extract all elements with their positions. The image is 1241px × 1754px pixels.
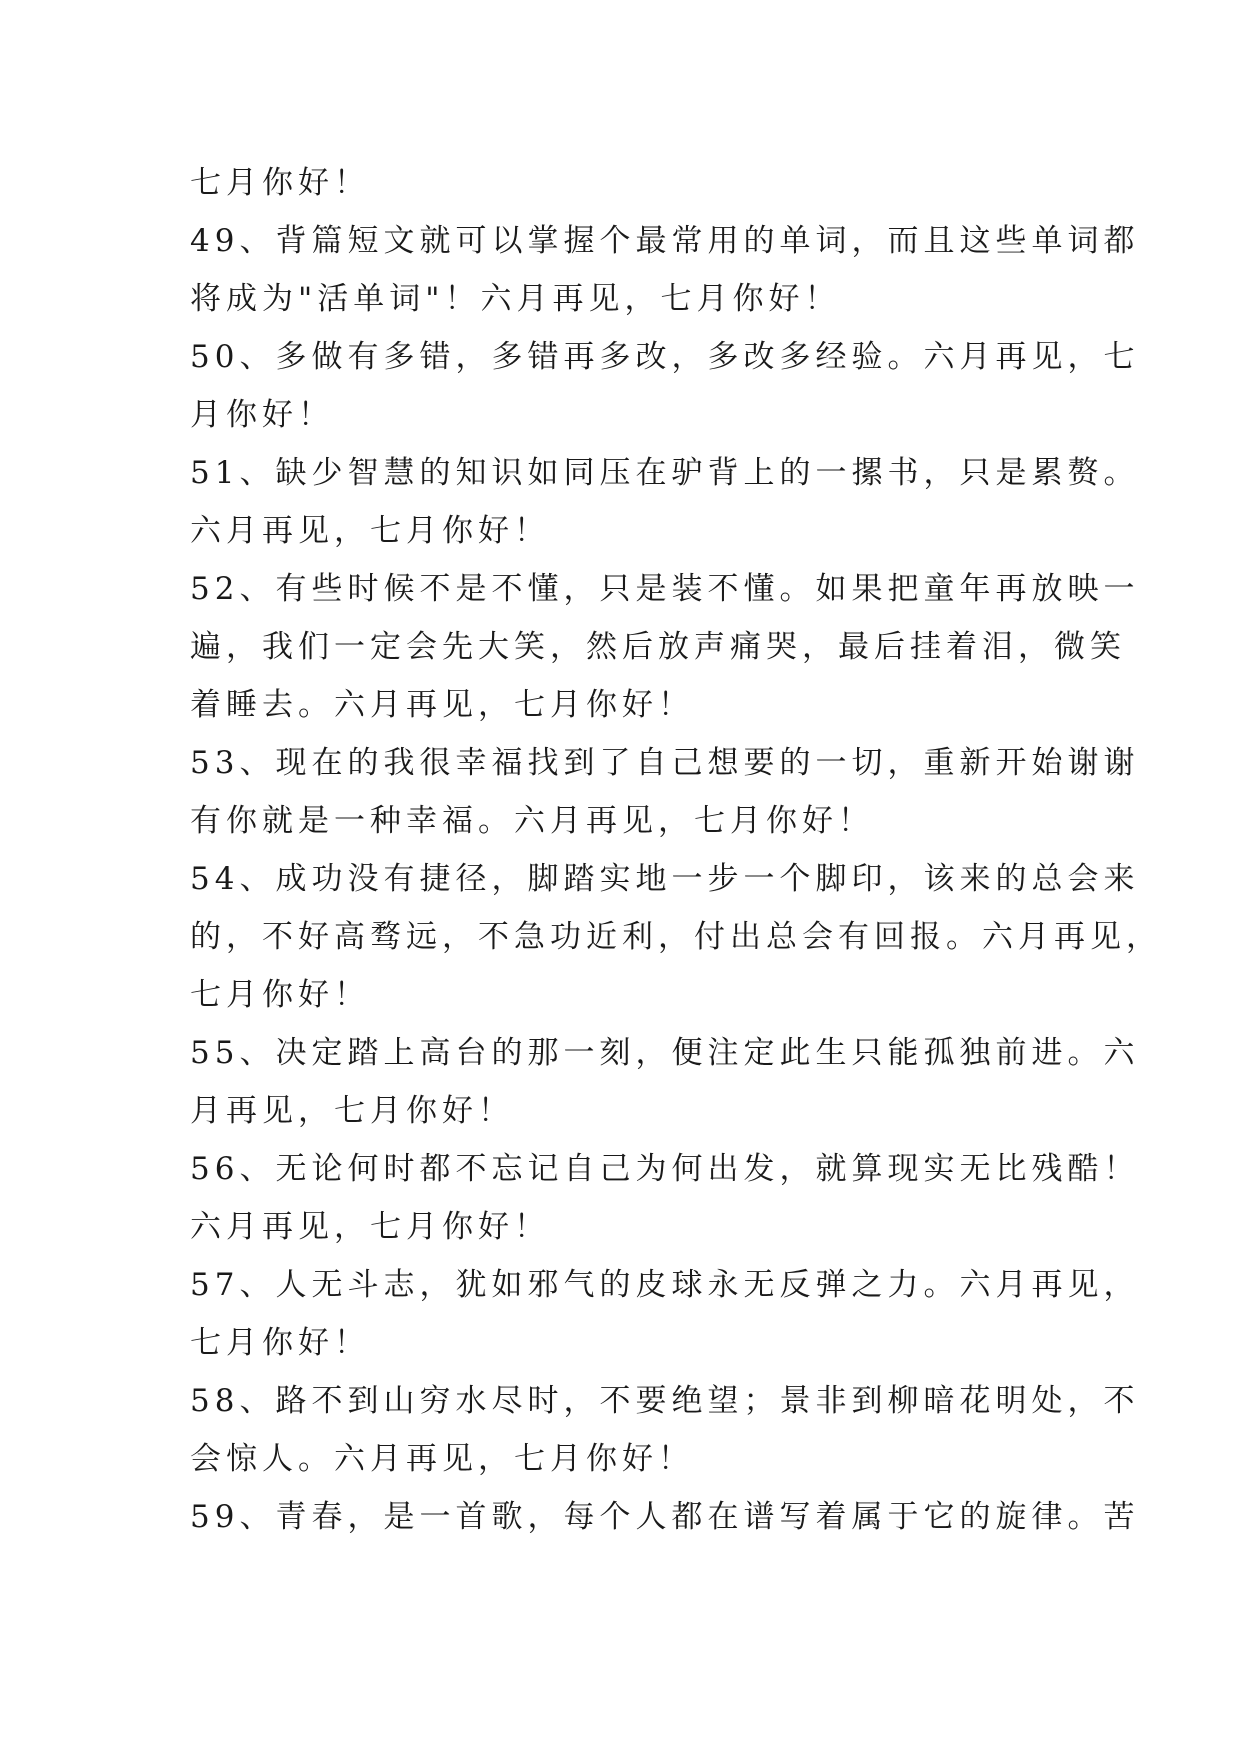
text-line: 七月你好！ bbox=[190, 165, 370, 201]
text-line: 会惊人。六月再见，七月你好！ bbox=[190, 1441, 694, 1477]
text-line: 有你就是一种幸福。六月再见，七月你好！ bbox=[190, 803, 874, 839]
text-line: 58、路不到山穷水尽时，不要绝望；景非到柳暗花明处，不 bbox=[190, 1383, 1140, 1419]
text-line: 56、无论何时都不忘记自己为何出发，就算现实无比残酷！ bbox=[190, 1151, 1140, 1187]
text-line: 着睡去。六月再见，七月你好！ bbox=[190, 687, 694, 723]
text-line: 54、成功没有捷径，脚踏实地一步一个脚印，该来的总会来 bbox=[190, 861, 1140, 897]
text-line: 55、决定踏上高台的那一刻，便注定此生只能孤独前进。六 bbox=[190, 1035, 1140, 1071]
text-line: 的，不好高骛远，不急功近利，付出总会有回报。六月再见， bbox=[190, 919, 1162, 955]
text-line: 月再见，七月你好！ bbox=[190, 1093, 514, 1129]
text-line: 53、现在的我很幸福找到了自己想要的一切，重新开始谢谢 bbox=[190, 745, 1140, 781]
text-line: 七月你好！ bbox=[190, 1325, 370, 1361]
text-line: 七月你好！ bbox=[190, 977, 370, 1013]
text-line: 49、背篇短文就可以掌握个最常用的单词，而且这些单词都 bbox=[190, 223, 1140, 259]
document-body bbox=[190, 154, 1162, 1546]
text-line: 将成为"活单词"！六月再见，七月你好！ bbox=[190, 281, 841, 317]
text-line: 月你好！ bbox=[190, 397, 334, 433]
text-line: 遍，我们一定会先大笑，然后放声痛哭，最后挂着泪，微笑 bbox=[190, 629, 1126, 665]
text-line: 六月再见，七月你好！ bbox=[190, 1209, 550, 1245]
text-line: 57、人无斗志，犹如邪气的皮球永无反弹之力。六月再见， bbox=[190, 1267, 1140, 1303]
text-line: 六月再见，七月你好！ bbox=[190, 513, 550, 549]
text-line: 59、青春，是一首歌，每个人都在谱写着属于它的旋律。苦 bbox=[190, 1499, 1140, 1535]
text-line: 51、缺少智慧的知识如同压在驴背上的一摞书，只是累赘。 bbox=[190, 455, 1140, 491]
text-line: 52、有些时候不是不懂，只是装不懂。如果把童年再放映一 bbox=[190, 571, 1140, 607]
text-line: 50、多做有多错，多错再多改，多改多经验。六月再见，七 bbox=[190, 339, 1140, 375]
